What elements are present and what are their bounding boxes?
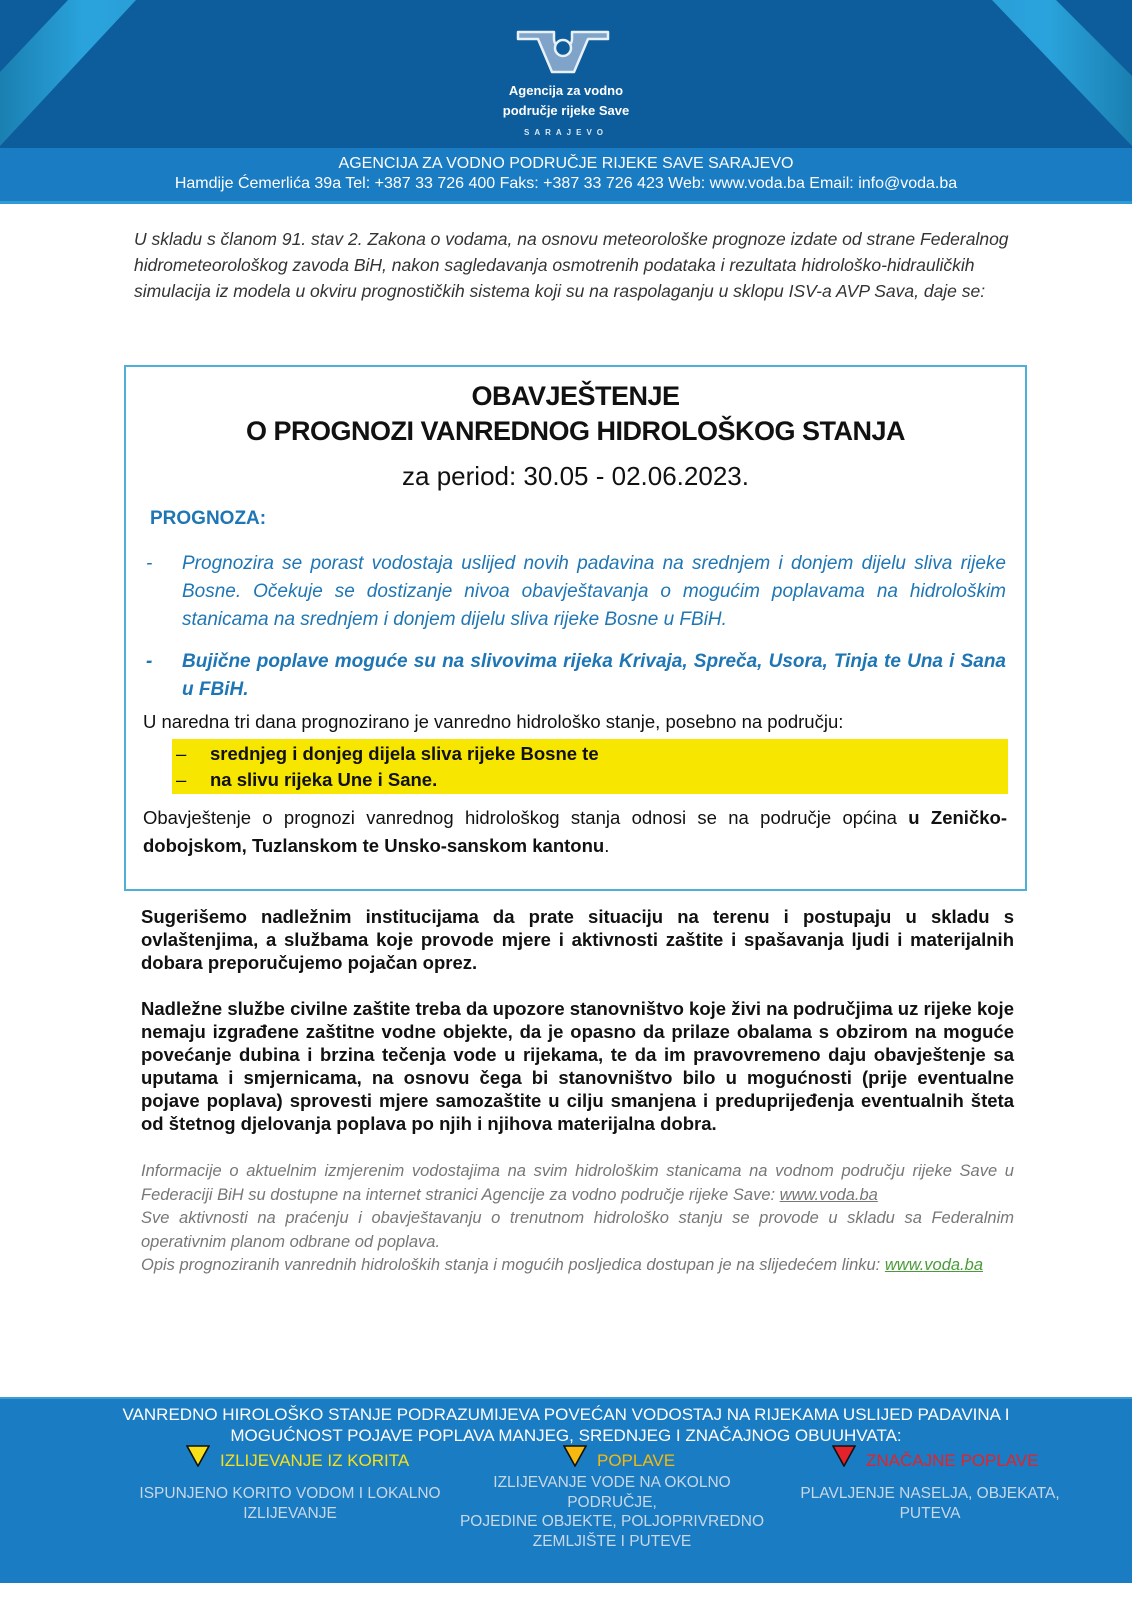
desc-line: ISPUNJENO KORITO VODOM I LOKALNO: [139, 1485, 441, 1502]
area-dash: –: [176, 743, 187, 764]
legend-heading-line2: MOGUĆNOST POJAVE POPLAVA MANJEG, SREDNJEG I ZNAČAJNOG OBUUHVATA:: [230, 1426, 902, 1445]
area-dash: –: [176, 769, 187, 790]
legend-level-overflow: [130, 1399, 450, 1585]
intro-paragraph: U skladu s članom 91. stav 2. Zakona o vodama, na osnovu meteorološke prognoze izdate od strane Federalnog hidrometeorološkog zavoda BiH, nakon sagledavanja osmotrenih podataka i rezultata hidrološko-hidrauličkih simulacija iz modela u okviru prognostičkih sistema koji su na raspolaganju u sklopu ISV-a AVP Sava, daje se:: [134, 229, 1009, 301]
bullet-dash: -: [146, 651, 153, 672]
desc-line: POJEDINE OBJEKTE, POLJOPRIVREDNO: [459, 1513, 765, 1530]
bullet-dash: -: [146, 553, 153, 574]
info-text-1: Informacije o aktuelnim izmjerenim vodostajima na svim hidrološkim stanicama na vodnom području rijeke Save u Federaciji BiH su dostupne na internet stranici Agencije za vodno područje rijeke Save:: [141, 1162, 1014, 1204]
voda-link[interactable]: www.voda.ba: [779, 1185, 878, 1204]
notice-box: [124, 365, 1027, 891]
voda-link-description[interactable]: www.voda.ba: [884, 1256, 983, 1274]
area-item: [176, 769, 437, 791]
info-text-3: Opis prognoziranih vanrednih hidroloških stanja i mogućih posljedica dostupan je na slijedećem linku:: [141, 1256, 885, 1274]
info-text-2: Sve aktivnosti na praćenju i obavještavanju o trenutnom hidrološko stanju se provode u skladu sa Federalnim operativnim planom odbrane od poplava.: [141, 1209, 1014, 1251]
scope-plain: Obavještenje o prognozi vanrednog hidrološkog stanja odnosi se na područje općina: [143, 807, 909, 828]
decorative-stripe-right: [992, 0, 1132, 148]
decorative-stripe-left: [0, 0, 140, 148]
legend-level-floods: [452, 1399, 772, 1585]
org-name-line1: Agencija za vodno: [508, 83, 624, 98]
next-days-text: U naredna tri dana prognozirano je vanredno hidrološko stanje, posebno na području:: [143, 711, 844, 732]
agency-full-name: AGENCIJA ZA VODNO PODRUČJE RIJEKE SAVE SARAJEVO: [338, 155, 794, 172]
civil-protection-paragraph: Nadležne službe civilne zaštite treba da upozore stanovništvo koje živi na područjima uz rijeke koje nemaju izgrađene zaštitne vodne objekte, da je opasno da prilaze obalama s obzirom na moguće povećanje dubina i brzina tečenja vode u rijekama, te da im pravovremeno daju obavještenje sa uputama i smjernicama, na osnovu čega bi stanovništvo bilo u mogućnosti (prije eventualne pojave poplava) sprovesti mjere samozaštite u cilju smanjena i preduprijeđenja eventualnih šteta od štetnog djelovanja poplava po njih i njihova materijalna dobra.: [141, 998, 1014, 1134]
forecast-bullet: [146, 648, 1006, 704]
org-city: SARAJEVO: [523, 128, 608, 137]
desc-line: IZLIJEVANJE: [243, 1504, 337, 1522]
footer-legend: [0, 1397, 1132, 1583]
legend-level-title: ZNAČAJNE POPLAVE: [866, 1451, 1039, 1470]
legend-level-title: IZLIJEVANJE IZ KORITA: [220, 1451, 410, 1470]
forecast-label: PROGNOZA:: [150, 508, 267, 529]
legend-level-desc: [452, 1473, 772, 1551]
legend-level-desc: [130, 1484, 450, 1523]
org-name-line2: područje rijeke Save: [502, 103, 630, 118]
recommendation-paragraph: Sugerišemo nadležnim institucijama da prate situaciju na terenu i postupaju u skladu s ovlaštenjima, a službama koje provode mjere i aktivnosti zaštite i spašavanja ljudi i materijalnih dobara preporučujemo pojačan oprez.: [141, 906, 1014, 973]
agency-logo-icon: [516, 30, 610, 74]
scope-text: [143, 804, 1007, 860]
legend-level-title: POPLAVE: [597, 1451, 676, 1470]
desc-line: ZEMLJIŠTE I PUTEVE: [532, 1532, 692, 1550]
bullet-text: Bujične poplave moguće su na slivovima rijeka Krivaja, Spreča, Usora, Tinja te Una i Sana u FBiH.: [182, 651, 1006, 700]
area-item: [176, 743, 599, 765]
desc-line: PUTEVA: [899, 1504, 961, 1522]
letterhead-contact-band: [0, 148, 1132, 204]
legend-heading-line1: VANREDNO HIROLOŠKO STANJE PODRAZUMIJEVA POVEĆAN VODOSTAJ NA RIJEKAMA USLIJED PADAVINA I: [122, 1405, 1010, 1424]
notice-period: za period: 30.05 - 02.06.2023.: [402, 461, 749, 491]
desc-line: PLAVLJENJE NASELJA, OBJEKATA,: [800, 1485, 1060, 1502]
notice-subtitle: O PROGNOZI VANREDNOG HIDROLOŠKOG STANJA: [245, 416, 906, 446]
legend-level-desc: [770, 1484, 1090, 1523]
notice-title: OBAVJEŠTENJE: [471, 381, 680, 411]
bullet-text: Prognozira se porast vodostaja uslijed novih padavina na srednjem i donjem dijelu sliva rijeke Bosne. Očekuje se dostizanje nivoa obavještavanja o mogućim poplavama na hidrološkim stanicama na srednjem i donjem dijelu sliva rijeke Bosne u FBiH.: [182, 553, 1006, 630]
scope-end: .: [604, 835, 610, 856]
highlighted-areas: [172, 739, 1008, 794]
area-text: srednjeg i donjeg dijela sliva rijeke Bosne te: [210, 743, 599, 764]
orange-warning-triangle-icon: [563, 1445, 587, 1467]
agency-contact-info: Hamdije Ćemerlića 39a Tel: +387 33 726 400 Faks: +387 33 726 423 Web: www.voda.ba Email: info@voda.ba: [174, 175, 958, 192]
red-warning-triangle-icon: [832, 1445, 856, 1467]
yellow-warning-triangle-icon: [186, 1445, 210, 1467]
scope-cantons: u Zeničko-dobojskom, Tuzlanskom te Unsko-sanskom kantonu: [143, 807, 1007, 856]
legend-level-major-floods: [770, 1399, 1090, 1585]
desc-line: IZLIJEVANJE VODE NA OKOLNO PODRUČJE,: [493, 1474, 731, 1511]
info-section: [141, 1160, 1014, 1278]
forecast-bullet: [146, 550, 1006, 634]
area-text: na slivu rijeka Une i Sane.: [210, 769, 438, 790]
letterhead-top: [0, 0, 1132, 148]
